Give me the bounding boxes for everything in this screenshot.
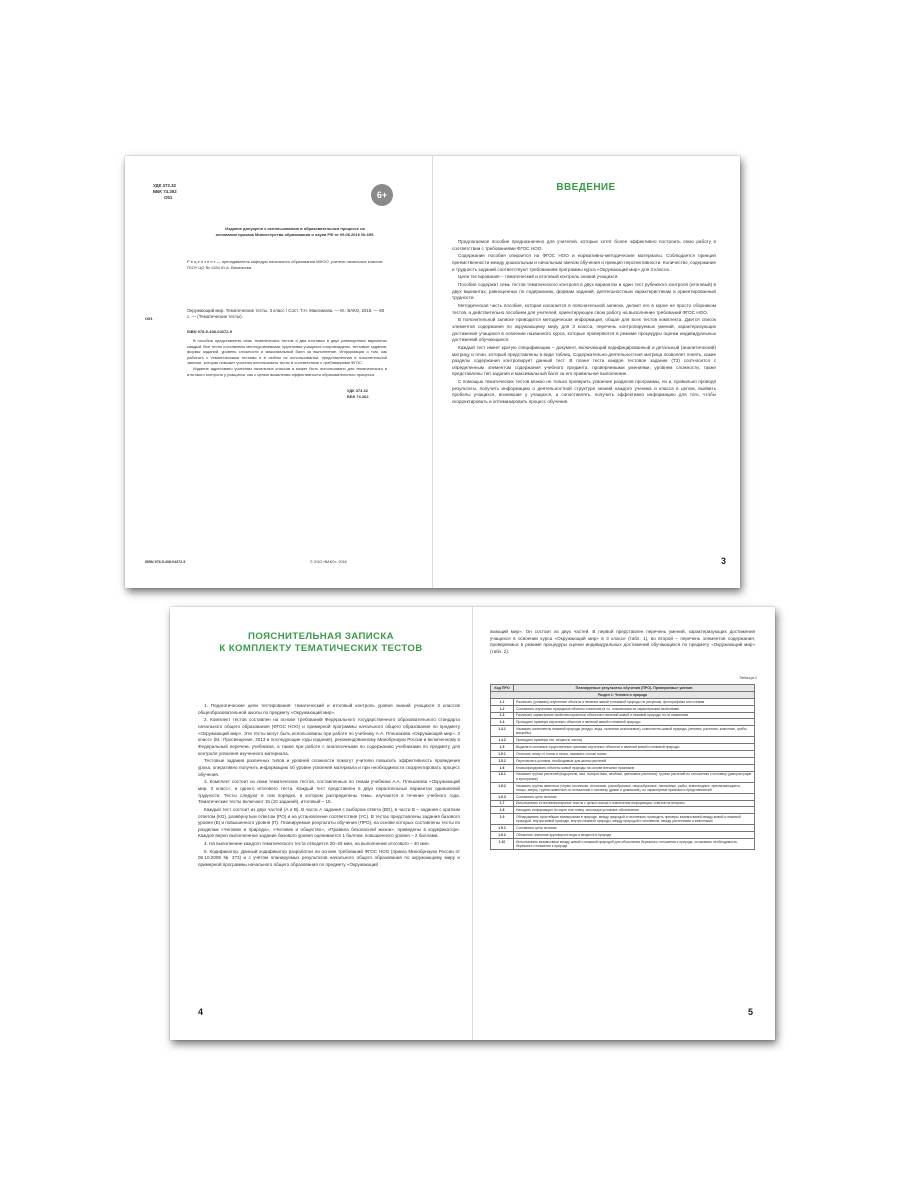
page-number: 4	[198, 1007, 204, 1017]
page-3-introduction	[432, 156, 740, 588]
bbk-code-right: ББК 74.262	[347, 393, 369, 399]
explanatory-text	[198, 703, 460, 870]
approval-note: Издание допущено к использованию в образовательном процессе на основании приказа Министерства образования и науки РФ от 09.06.2016 № 699.	[215, 226, 375, 237]
table-row	[491, 814, 755, 825]
row-text: Перечислять условия, необходимые для жизни растений	[514, 757, 755, 764]
row-text: Составлять цепи питания	[514, 793, 755, 800]
footer-isbn: ISBN 978-5-408-04372-9	[145, 560, 186, 564]
table-caption: Таблица 1	[738, 676, 757, 680]
row-text: Называть группы растений (водоросли, мхи, папоротники, хвойные, цветковые растения), группы растений по отношению к человеку (дикорастущие и культурные)	[514, 771, 755, 782]
table-row	[491, 705, 755, 712]
footer-copyright: © ООО «ВАКО», 2018	[310, 560, 347, 564]
row-text: Составлять цепи питания	[514, 825, 755, 832]
table-row	[491, 771, 755, 782]
paragraph: 3. Комплект состоит из семи тематических тестов, составленных по темам учебника А.А. Плешакова «Окружающий мир. 3 класс», и одного итогового теста. Каждый тест представлен в двух параллельных вариантах одинаковой трудности. Тесты следуют в том порядке, в котором распределены темы, изучаются в течение учебного года. Тематические тесты включают 15 (10 заданий), итоговый – 15.	[198, 779, 460, 805]
header-results: Планируемые результаты обучения (ПРО). Проверяемые умения	[514, 685, 755, 692]
row-text: Приводить примеры тел, веществ, частиц	[514, 737, 755, 744]
table-row	[491, 782, 755, 793]
paragraph: Каждый тест имеет кратую спецификацию – документ, включающий кодифицированный и детальный (аналитический) матрицу и план, который представлены в виде таблиц. Содержательно-деятельностная матрица позволяет понять, какие разделы содержания контролирует данный тест. В плане теста каждое тестовое задание (ТЗ) соотносится с определенным элементом содержания учебного предмета, проверяемыми умениями, уровнем сложности, также представлены тип задания и максимальный балл за его правильное выполнение.	[452, 344, 716, 377]
row-code: 1.2	[491, 705, 514, 712]
row-code: 1.6	[491, 764, 514, 771]
annotation-1: В пособии представлены семь тематических тестов и два итоговых в двух равноценных вариантах каждый. Все тесты составлены многоуровневыми, крупнизмы учащихся сопровождены, тестовые задания, формы заданий, уровень сложности и максимальный балл за выполнение. Информация о том, как работать с тематическими тестами и в любом их использовании, представленная в пояснительной записке, которая поможет учителю использовать тесты в соответствии с требованиями ФГОС.	[187, 338, 387, 366]
row-code: 1.6.3	[491, 793, 514, 800]
paragraph: Содержание пособия опирается на ФГОС НОО и нормативно-методические материалы. Соблюдается принцип преемственности между дошкольным и начальным звеном обучения и принцип перспективности. Количество, содержание и трудность заданий соответствуют требованиям программы курса «Окружающий мир» для 3 класса.	[452, 253, 716, 272]
table-row	[491, 839, 755, 850]
header-code: Код ПРО	[491, 685, 514, 692]
spread-top	[125, 156, 740, 588]
row-code: 1.7	[491, 800, 514, 807]
paragraph: В пояснительной записке приводится методическая информация, общая для всех тестов комплекта. Дается список элементов содержания по окружающему миру для 3 класса, перечень контролируемых умений, характеризующих достижения учащихся в освоении названного курса, которые проверяются в режиме процедуры оценки индивидуальных достижений обучающихся.	[452, 317, 716, 343]
udk-block	[153, 183, 177, 201]
explanatory-title-line2: К КОМПЛЕКТУ ТЕМАТИЧЕСКИХ ТЕСТОВ	[219, 643, 423, 655]
table-row	[491, 825, 755, 832]
row-code: 1.6.2	[491, 782, 514, 793]
isbn-line: ISBN 978-5-408-04372-9	[187, 329, 232, 334]
codifier-intro	[490, 629, 755, 657]
udk-code-right: УДК 373.32	[347, 388, 368, 393]
row-code: 1.5.2	[491, 757, 514, 764]
age-rating-badge: 6+	[371, 184, 393, 206]
explanatory-title-line1: ПОЯСНИТЕЛЬНАЯ ЗАПИСКА	[248, 631, 394, 642]
row-text: Объяснять значение круговорота воды и веществ в природе	[514, 832, 755, 839]
paragraph: 1. Педагогические цели тестирования: тематический и итоговый контроль уровня знаний учащихся 3 классов общеобразовательной школы по предмету «Окружающий мир».	[198, 703, 460, 715]
row-code: 1.3	[491, 712, 514, 719]
codifier-table	[490, 684, 755, 850]
row-code: 1.10	[491, 839, 514, 850]
table-row	[491, 751, 755, 758]
row-code: 1.9.2	[491, 832, 514, 839]
page-number: 5	[747, 1007, 753, 1017]
section-row	[491, 692, 755, 699]
paragraph: Пособие содержит семь тестов тематического контроля в двух вариантах и один тест рубежного контроля (итоговый) в двух вариантах, равноценных по содержанию, формам заданий, деятельностным характеристикам и ориентированный трудности.	[452, 281, 716, 301]
paragraph: Каждый тест состоит из двух частей (А и В). В части А задания с выбором ответа (ВО), в части В – задания с кратким ответом (КО), развёрнутым ответом (РО) и на установление соответствия (УС). В тестах представлены задания базового уровня (Б) и повышенного уровня (П). Планируемые результаты обучения (ПРО), на основе которых составлены тесты по разделам «Человек и природа», «Человек и общество», «Правила безопасной жизни», приведены в кодификаторе. Каждое верно выполненное задание базового уровня оценивается 1 баллом, повышенного уровня – 2 баллами.	[198, 806, 460, 839]
row-text: Составлять изученные природные объекты и явления (в т.ч. описанными их характерными свойствами	[514, 705, 755, 712]
page-5-codifier	[472, 607, 775, 1040]
table-row	[491, 800, 755, 807]
introduction-title: ВВЕДЕНИЕ	[556, 182, 616, 193]
row-text: Обнаруживать простейшие взаимосвязи в природе, между природой и человеком; приводить примеры взаимосвязей между живой и неживой природой, внутри живой природы, внутри неживой природы, между природой и человеком, между растениями и животными	[514, 814, 755, 825]
row-text: Использовать естественнонаучные тексты с целью поиска и извлечения информации, ответов на вопросы	[514, 800, 755, 807]
page-2-imprint	[125, 156, 433, 588]
table-row	[491, 726, 755, 737]
udk-bbk-right	[347, 388, 369, 399]
table-row	[491, 744, 755, 751]
table-row	[491, 832, 755, 839]
reviewer-note: Р е ц е н з е н т — преподаватель кафедры начального образования МИОО, учитель начальных классов ГБОУ ЦО № 1284 Ю.А. Васильева.	[187, 259, 383, 270]
row-code: 1.5	[491, 744, 514, 751]
bibliographic-record: Окружающий мир. Тематические тесты. 3 класс / Сост. Т.Н. Максимова. — М.: ВАКО, 2018. — 80 с. — (Тематические тесты).	[187, 308, 385, 320]
row-text: Проводить примеры изученных объектов и явлений живой и неживой природы	[514, 719, 755, 726]
bbk-code: ББК 74.262	[153, 189, 177, 195]
row-code: 1.4	[491, 719, 514, 726]
row-code: 1.6.1	[491, 771, 514, 782]
row-text: Классифицировать объекты живой природы на основе внешних признаков	[514, 764, 755, 771]
page-4-explanatory-note	[170, 607, 473, 1040]
paragraph: Предлагаемое пособие предназначено для учителей, которые хотят более эффективно построить свою работу в соответствии с требованиями ФГОС НОО.	[452, 239, 716, 251]
paragraph: 2. Комплект тестов составлен на основе требований Федерального государственного образовательного стандарта начального общего образования (ФГОС НОО) и примерной программы начального общего образования по предмету «Окружающий мир». Эти тесты могут быть использованы при работе по учебнику А.А. Плешакова «Окружающий мир». 3 класс» (М.: Просвещение, 2013 и последующие годы издания), рекомендованному Минобрнауки России и включенному в Федеральный перечень учебников, а также при работе с аналогичными по содержанию учебниками по предмету для контроля усвоения изученного материала.	[198, 717, 460, 756]
spread-bottom	[170, 607, 775, 1040]
row-code: 1.8	[491, 807, 514, 814]
row-text: Использовать взаимосвязи между живой и неживой природой для объяснения бережного отношения к природе, осознавать необходимость бережного отношения к природе	[514, 839, 755, 850]
row-code: 1.9	[491, 814, 514, 825]
author-code-2: О51	[145, 316, 153, 321]
row-text: Различать (узнавать) изученные объекты и явления живой и неживой природы по рисункам, фотографиям или схемам	[514, 698, 755, 705]
table-row	[491, 807, 755, 814]
row-text: Отличать почву от глины и песка, называть состав почвы	[514, 751, 755, 758]
udk-code: УДК 373.32	[153, 183, 176, 188]
row-code: 1.4.1	[491, 726, 514, 737]
table-row	[491, 764, 755, 771]
author-code: О51	[164, 195, 173, 201]
row-code: 1.9.1	[491, 825, 514, 832]
paragraph: Цели тестирования – тематический и итоговый контроль знаний учащихся.	[458, 274, 619, 280]
table-row	[491, 793, 755, 800]
row-text: Выделять основные существенные признаки изученных объектов и явлений живой и неживой природы	[514, 744, 755, 751]
row-code: 1.5.1	[491, 751, 514, 758]
row-text: Различать характерные свойства изученных объектов и явлений живой и неживой природы по их названиям	[514, 712, 755, 719]
annotation-2: Издание адресовано учителям начальных классов и может быть использовано для тематического и итогового контроля у учащихся, как с целью выявления эффективности образовательного процесса.	[187, 366, 387, 377]
row-text: Находить информацию по карте или плану, используя условные обозначения	[514, 807, 755, 814]
table-row	[491, 737, 755, 744]
row-code: 1.4.2	[491, 737, 514, 744]
row-text: Называть компоненты неживой природы (воздух, вода, полезные ископаемые), компоненты живой природы (человек, растения, животные, грибы, микробы)	[514, 726, 755, 737]
table-row	[491, 712, 755, 719]
paragraph: 4. На выполнение каждого тематического теста отводится 20–25 мин, на выполнение итогового – 40 мин.	[204, 841, 430, 847]
codifier-intro-text: жающий мир». Он состоит из двух частей. В первой представлен перечень умений, характеризующих достижения учащихся в освоении курса «Окружающий мир» в 3 классе (табл. 1), во второй – перечень элементов содержания, проверяемых в режиме процедуры оценки индивидуальных достижений обучающихся по предмету «Окружающий мир» (табл. 2).	[490, 629, 755, 654]
introduction-text	[452, 239, 716, 407]
explanatory-title	[190, 631, 452, 656]
row-text: Называть группы животных (черви, моллюски, иглокожие, ракообразные, паукообразные, насекомые, рыбы, земноводные, пресмыкающиеся, птицы, звери), группы животных по отношению к человеку (дикие и домашние), их характерные признаки и представителей	[514, 782, 755, 793]
page-number: 3	[720, 556, 726, 566]
table-row	[491, 757, 755, 764]
paragraph: 5. Кодификатор. Данный кодификатор разработан на основе требований ФГОС НОО (приказ Минобрнауки России от 06.10.2009 № 373) и с учётом планируемых результатов начального общего образования по окружающему миру и примерной программы начального общего образования по предмету «Окружающий	[198, 848, 460, 868]
row-code: 1.1	[491, 698, 514, 705]
table-row	[491, 698, 755, 705]
table-header-row	[491, 685, 755, 692]
section-title: Раздел 1. Человек и природа	[491, 692, 755, 699]
paragraph: Методическая часть пособия, которая излагается в пояснительной записке, делает его в корне не просто сборником тестов, а действительно пособием для учителей, ориентирующее свою работу на выполнение требований ФГОС НОО.	[452, 302, 716, 315]
codifier-table-wrap	[490, 684, 755, 850]
paragraph: С помощью тематических тестов можно не только проверить усвоение разделов программы, но и, правильно проводя результаты, получить информацию о деятельностной структуре знаний каждого ученика и класса в целом, выявить пробелы учащихся, возникшие у учащихся, а сопоставлять, получить эффективно информацию для того, чтобы скорректировать и оптимизировать процесс обучения.	[452, 379, 716, 405]
table-row	[491, 719, 755, 726]
paragraph: Тестовые задания различных типов и уровней сложности помогут учителю повысить эффективность проведения урока, оперативно получить информацию об уровне усвоения материала и при необходимости скорректировать процесс обучения.	[198, 758, 460, 777]
